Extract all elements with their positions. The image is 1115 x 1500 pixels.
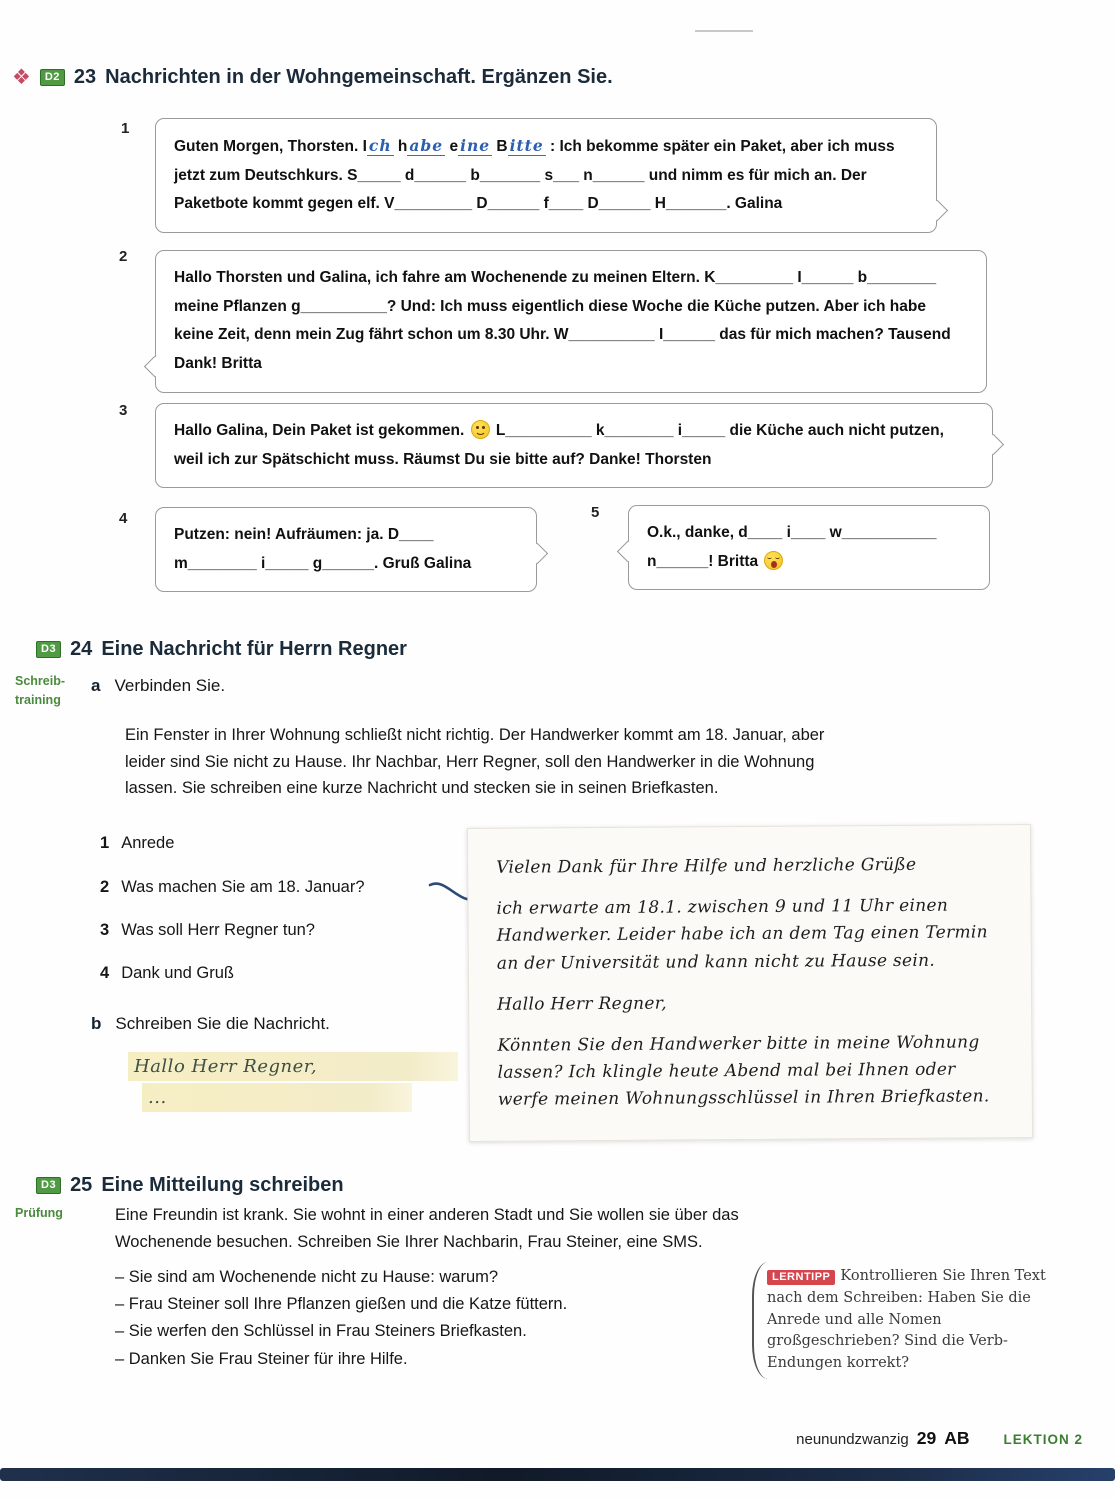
lerntipp-box	[752, 1262, 1052, 1379]
handwritten-answer-start: Hallo Herr Regner,	[134, 1056, 318, 1077]
kursbuch-ref-badge: D2	[40, 69, 65, 86]
item-number: 3	[100, 921, 110, 939]
lektion-label: LEKTION 2	[1003, 1432, 1083, 1447]
exercise-24-header	[36, 638, 407, 661]
bubble-1-number: 1	[121, 120, 130, 137]
task-letter: a	[91, 676, 101, 695]
exercise-number: 24	[70, 638, 93, 660]
item-text: Was soll Herr Regner tun?	[121, 921, 315, 939]
smiley-face-icon	[471, 420, 490, 439]
exercise-25-bullets	[115, 1264, 735, 1373]
task-a-line	[91, 672, 225, 700]
bubble-3-text: L__________ k________ i_____ die Küche auch nicht putzen, weil ich zur Spätschicht muss. Räumst Du sie bitte auf? Danke! Thorsten	[174, 422, 944, 468]
list-item[interactable]	[100, 878, 365, 897]
bubble-3-text: Hallo Galina, Dein Paket ist gekommen.	[174, 422, 469, 439]
note-paragraph-request: Könnten Sie den Handwerker bitte in meine Wohnung lassen? Ich klingle heute Abend mal bei Ihnen oder werfe meinen Wohnungsschlüssel in Ihren Briefkasten.	[497, 1032, 990, 1111]
list-item[interactable]	[100, 964, 234, 983]
bubble-tail	[144, 356, 165, 377]
weary-face-icon	[764, 551, 783, 570]
arbeitsbuch-label: AB	[944, 1428, 970, 1448]
note-paragraph-appointment: ich erwarte am 18.1. zwischen 9 und 11 Uhr einen Handwerker. Leider habe ich an dem Tag einen Termin an der Universität und kann nicht zu Hause sein.	[496, 895, 988, 974]
bubble-tail	[983, 434, 1004, 455]
item-number: 1	[100, 834, 110, 852]
bubble-5-text: O.k., danke, d____ i____ w___________ n______! Britta	[647, 524, 937, 570]
bubble-tail	[527, 542, 548, 563]
bubble-2-number: 2	[119, 248, 128, 265]
task-instruction: Schreiben Sie die Nachricht.	[115, 1014, 330, 1033]
item-number: 2	[100, 878, 110, 896]
margin-label-pruefung: Prüfung	[15, 1206, 63, 1220]
bubble-4-text: Putzen: nein! Aufräumen: ja. D____ m________ i_____ g______. Gruß Galina	[174, 526, 472, 572]
item-text: Anrede	[121, 834, 175, 852]
task-b-line	[91, 1010, 330, 1038]
exercise-title: Eine Mitteilung schreiben	[101, 1174, 344, 1196]
bubble-1-text: : Ich bekomme später ein Paket, aber ich muss jetzt zum Deutschkurs. S_____ d______ b_______ s___ n______ und nimm es für mich an. Der Paketbote kommt gegen elf. V_________ D______ f____ D______ H_______. Galina	[174, 138, 895, 213]
exercise-number: 25	[70, 1174, 93, 1196]
handwritten-ellipsis: ...	[148, 1087, 167, 1108]
lerntipp-badge: LERNTIPP	[767, 1270, 835, 1285]
bubble-1-text: h	[393, 138, 408, 155]
kursbuch-ref-badge: D3	[36, 1177, 61, 1194]
speech-bubble-2	[155, 250, 987, 393]
speech-bubble-3	[155, 403, 993, 488]
margin-label-schreibtraining	[15, 672, 65, 710]
speech-bubble-5	[628, 505, 990, 590]
bubble-5-number: 5	[591, 504, 600, 521]
diamond-cluster-icon: ❖	[12, 66, 31, 89]
bubble-1-text: Guten Morgen, Thorsten. I	[174, 138, 367, 155]
handwritten-answer[interactable]: itte	[509, 136, 544, 155]
note-paragraph-thanks: Vielen Dank für Ihre Hilfe und herzliche Grüße	[496, 854, 917, 878]
task-letter: b	[91, 1014, 102, 1033]
speech-bubble-4	[155, 507, 537, 592]
bubble-tail	[927, 200, 948, 221]
speech-bubble-1	[155, 118, 937, 233]
scan-artifact	[695, 30, 753, 32]
item-text: Was machen Sie am 18. Januar?	[121, 878, 365, 896]
page-number: 29	[916, 1428, 937, 1448]
list-item[interactable]	[100, 921, 315, 940]
bullet-item: – Sie werfen den Schlüssel in Frau Steiners Briefkasten.	[115, 1322, 527, 1341]
answer-area[interactable]	[128, 1052, 458, 1112]
bubble-1-text: B	[492, 138, 508, 155]
bubble-1-text: e	[445, 138, 459, 155]
task-instruction: Verbinden Sie.	[114, 676, 226, 695]
exercise-title: Nachrichten in der Wohngemeinschaft. Ergänzen Sie.	[105, 66, 613, 88]
note-paragraph-greeting: Hallo Herr Regner,	[497, 993, 668, 1015]
item-text: Dank und Gruß	[121, 964, 234, 982]
lerntipp-text: Kontrollieren Sie Ihren Text nach dem Schreiben: Haben Sie die Anrede und alle Nomen großgeschrieben? Sind die Verb-Endungen korrekt?	[767, 1268, 1046, 1371]
bubble-4-number: 4	[119, 510, 128, 527]
exercise-number: 23	[73, 66, 97, 88]
exercise-25-header	[36, 1174, 344, 1197]
bubble-3-number: 3	[119, 402, 128, 419]
handwritten-note-card	[467, 824, 1033, 1142]
margin-label-line: Schreib-	[15, 674, 66, 688]
handwritten-answer[interactable]: ine	[460, 136, 491, 155]
handwritten-answer[interactable]: ch	[368, 136, 392, 155]
bubble-tail	[617, 540, 638, 561]
margin-label-line: training	[15, 692, 61, 707]
page-footer	[796, 1428, 1083, 1449]
exercise-title: Eine Nachricht für Herrn Regner	[101, 638, 407, 660]
page-number-word: neunundzwanzig	[796, 1431, 909, 1448]
exercise-25-intro: Eine Freundin ist krank. Sie wohnt in einer anderen Stadt und Sie wollen sie über das Wochenende besuchen. Schreiben Sie Ihrer Nachbarin, Frau Steiner, eine SMS.	[115, 1206, 739, 1251]
page-bottom-edge	[0, 1468, 1115, 1481]
bullet-item: – Danken Sie Frau Steiner für ihre Hilfe.	[115, 1349, 408, 1368]
exercise-23-header	[12, 66, 613, 89]
bullet-item: – Sie sind am Wochenende nicht zu Hause: warum?	[115, 1268, 499, 1286]
exercise-24-intro: Ein Fenster in Ihrer Wohnung schließt nicht richtig. Der Handwerker kommt am 18. Januar, aber leider sind Sie nicht zu Hause. Ihr Nachbar, Herr Regner, soll den Handwerker in die Wohnung lassen. Sie schreiben eine kurze Nachricht und stecken sie in seinen Briefkasten.	[125, 726, 825, 798]
bubble-2-text: Hallo Thorsten und Galina, ich fahre am Wochenende zu meinen Eltern. K_________ I______ b________ meine Pflanzen g__________? Und: Ich muss eigentlich diese Woche die Küche putzen. Aber ich habe keine Zeit, denn mein Zug fährt schon um 8.30 Uhr. W__________ I______ das für mich machen? Tausend Dank! Britta	[174, 269, 951, 373]
kursbuch-ref-badge: D3	[36, 641, 61, 658]
list-item[interactable]	[100, 834, 174, 853]
item-number: 4	[100, 964, 110, 982]
handwritten-answer[interactable]: abe	[409, 136, 444, 155]
bullet-item: – Frau Steiner soll Ihre Pflanzen gießen und die Katze füttern.	[115, 1295, 568, 1314]
